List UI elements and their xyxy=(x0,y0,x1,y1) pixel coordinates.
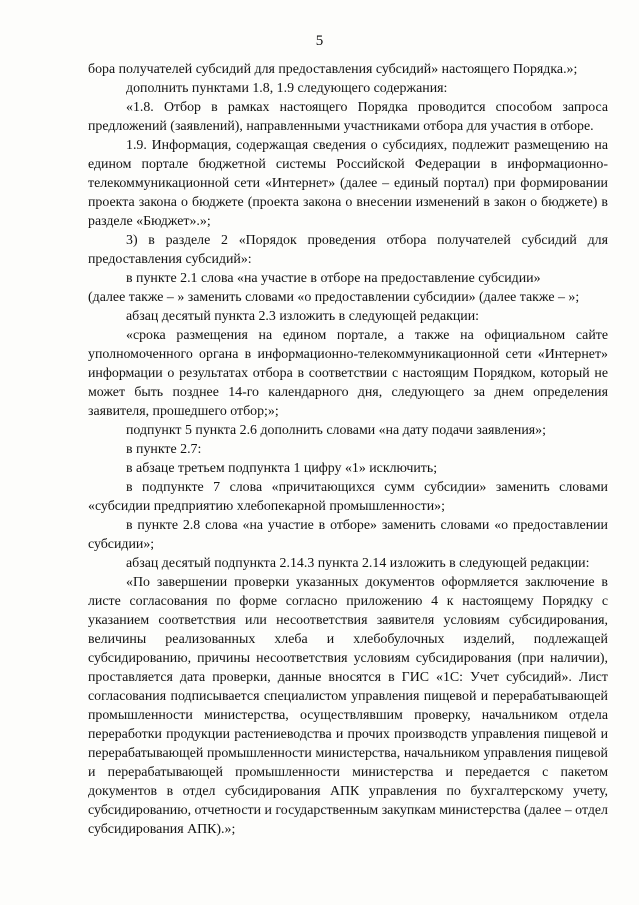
paragraph: бора получателей субсидий для предоставления субсидий» настоящего Порядка.»; xyxy=(88,62,578,77)
paragraph: 3) в разделе 2 «Порядок проведения отбора получателей субсидий для предоставления субсидий»: xyxy=(88,233,608,267)
paragraph: «1.8. Отбор в рамках настоящего Порядка проводится способом запроса предложений (заявлений), направленными участниками отбора для участия в отборе. xyxy=(88,100,608,134)
paragraph: (далее также – » заменить словами «о предоставлении субсидии» (далее также – »; xyxy=(88,290,580,305)
paragraph: в пункте 2.1 слова «на участие в отборе на предоставление субсидии» xyxy=(126,271,541,286)
page-number: 5 xyxy=(315,33,324,49)
paragraph: в подпункте 7 слова «причитающихся сумм субсидии» заменить словами «субсидии предприятию хлебопекарной промышленности»; xyxy=(88,480,608,514)
paragraph: дополнить пунктами 1.8, 1.9 следующего содержания: xyxy=(126,81,448,96)
paragraph: подпункт 5 пункта 2.6 дополнить словами «на дату подачи заявления»; xyxy=(126,423,546,438)
paragraph: в абзаце третьем подпункта 1 цифру «1» исключить; xyxy=(126,461,438,476)
document-body xyxy=(88,60,608,839)
paragraph: в пункте 2.8 слова «на участие в отборе» заменить словами «о предоставлении субсидии»; xyxy=(88,518,608,552)
paragraph: абзац десятый пункта 2.3 изложить в следующей редакции: xyxy=(126,309,480,324)
paragraph: «срока размещения на едином портале, а также на официальном сайте уполномоченного органа в информационно-телекоммуникационной сети «Интернет» информации о результатах отбора в соответствии с настоящим Порядком, который не может быть позднее 14-го календарного дня, следующего за днем определения заявителя, прошедшего отбор;»; xyxy=(88,328,608,419)
paragraph: «По завершении проверки указанных документов оформляется заключение в листе согласования по форме согласно приложению 4 к настоящему Порядку с указанием соответствия или несоответствия заявителя условиям субсидирования, величины реализованных хлеба и хлебобулочных изделий, подлежащей субсидированию, причины несоответствия условиям субсидирования (при наличии), проставляется дата проверки, данные вносятся в ГИС «1С: Учет субсидий». Лист согласования подписывается специалистом управления пищевой и перерабатывающей промышленности министерства, осуществлявшим проверку, начальником отдела переработки продукции растениеводства и прочих производств управления пищевой и перерабатывающей промышленности министерства, начальником управления пищевой и перерабатывающей промышленности министерства и передается с пакетом документов в отдел субсидирования АПК управления по бухгалтерскому учету, субсидированию, отчетности и государственным закупкам министерства (далее – отдел субсидирования АПК).»; xyxy=(88,575,608,837)
paragraph: 1.9. Информация, содержащая сведения о субсидиях, подлежит размещению на едином портале бюджетной системы Российской Федерации в информационно-телекоммуникационной сети «Интернет» (далее – единый портал) при формировании проекта закона о бюджете (проекта закона о внесении изменений в закон о бюджете) в разделе «Бюджет».»; xyxy=(88,138,608,229)
paragraph: в пункте 2.7: xyxy=(126,442,202,457)
paragraph: абзац десятый подпункта 2.14.3 пункта 2.14 изложить в следующей редакции: xyxy=(126,556,590,571)
